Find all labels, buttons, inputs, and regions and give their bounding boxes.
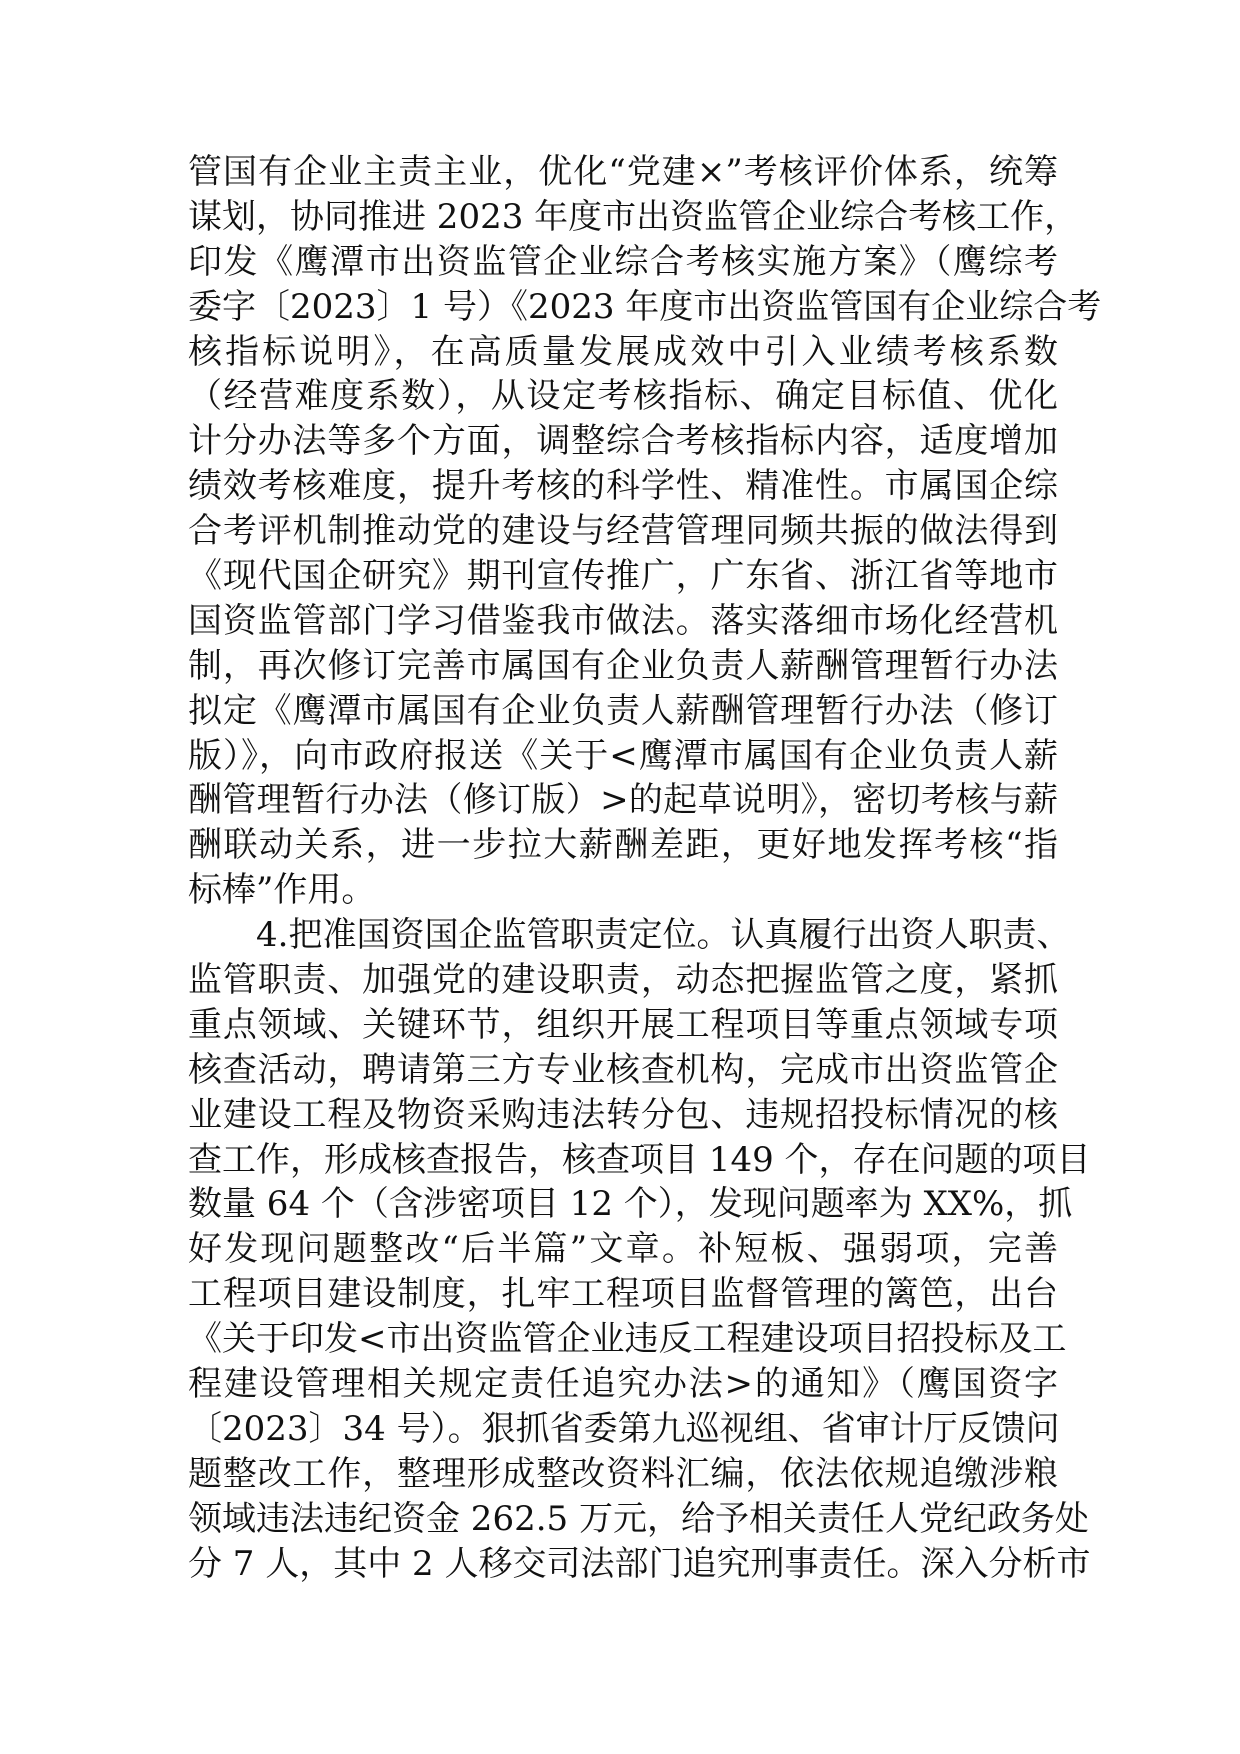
- paragraph-2-line-15: 分 7 人，其中 2 人移交司法部门追究刑事责任。深入分析市: [188, 1543, 1091, 1584]
- paragraph-1-line-17: 标棒”作用。: [188, 870, 376, 911]
- paragraph-1-line-10: 《现代国企研究》期刊宣传推广，广东省、浙江省等地市: [188, 556, 1058, 597]
- paragraph-1-line-4: 委字〔2023〕1 号）《2023 年度市出资监管国有企业综合考: [188, 286, 1102, 327]
- paragraph-2-line-12: 〔2023〕34 号）。狠抓省委第九巡视组、省审计厅反馈问: [188, 1408, 1060, 1449]
- paragraph-2-line-1: 4.把准国资国企监管职责定位。认真履行出资人职责、: [256, 915, 1071, 956]
- paragraph-1-line-16: 酬联动关系，进一步拉大薪酬差距，更好地发挥考核“指: [188, 825, 1058, 866]
- paragraph-2-line-2: 监管职责、加强党的建设职责，动态把握监管之度，紧抓: [188, 960, 1058, 1001]
- paragraph-1-line-13: 拟定《鹰潭市属国有企业负责人薪酬管理暂行办法（修订: [188, 690, 1058, 731]
- paragraph-1-line-11: 国资监管部门学习借鉴我市做法。落实落细市场化经营机: [188, 600, 1058, 641]
- body-text: [188, 150, 1102, 1587]
- paragraph-2-line-9: 工程项目建设制度，扎牢工程项目监督管理的篱笆，出台: [188, 1274, 1058, 1315]
- paragraph-1-line-9: 合考评机制推动党的建设与经营管理同频共振的做法得到: [188, 511, 1058, 552]
- paragraph-2-line-13: 题整改工作，整理形成整改资料汇编，依法依规追缴涉粮: [188, 1453, 1058, 1494]
- paragraph-1-line-3: 印发《鹰潭市出资监管企业综合考核实施方案》（鹰综考: [188, 241, 1058, 282]
- paragraph-2-line-7: 数量 64 个（含涉密项目 12 个），发现问题率为 XX%，抓: [188, 1184, 1073, 1225]
- paragraph-1-line-7: 计分办法等多个方面，调整综合考核指标内容，适度增加: [188, 421, 1058, 462]
- paragraph-2-line-6: 查工作，形成核查报告，核查项目 149 个，存在问题的项目: [188, 1139, 1091, 1180]
- paragraph-1-line-1: 管国有企业主责主业，优化“党建×”考核评价体系，统筹: [188, 152, 1058, 192]
- paragraph-1-line-12: 制，再次修订完善市属国有企业负责人薪酬管理暂行办法: [188, 645, 1058, 686]
- paragraph-1-line-8: 绩效考核难度，提升考核的科学性、精准性。市属国企综: [188, 466, 1058, 507]
- paragraph-1-line-6: （经营难度系数），从设定考核指标、确定目标值、优化: [188, 376, 1058, 417]
- paragraph-2-line-14: 领域违法违纪资金 262.5 万元，给予相关责任人党纪政务处: [188, 1498, 1089, 1539]
- paragraph-1-line-5: 核指标说明》，在高质量发展成效中引入业绩考核系数: [188, 331, 1058, 372]
- paragraph-1-line-2: 谋划，协同推进 2023 年度市出资监管企业综合考核工作，: [188, 196, 1079, 237]
- paragraph-2-line-5: 业建设工程及物资采购违法转分包、违规招投标情况的核: [188, 1094, 1058, 1135]
- paragraph-2-line-10: 《关于印发<市出资监管企业违反工程建设项目招投标及工: [188, 1319, 1067, 1360]
- paragraph-1-line-15: 酬管理暂行办法（修订版）>的起草说明》，密切考核与薪: [188, 780, 1058, 821]
- paragraph-2-line-11: 程建设管理相关规定责任追究办法>的通知》（鹰国资字: [188, 1364, 1058, 1405]
- paragraph-2-line-4: 核查活动，聘请第三方专业核查机构，完成市出资监管企: [188, 1049, 1058, 1090]
- paragraph-1-line-14: 版）》，向市政府报送《关于<鹰潭市属国有企业负责人薪: [188, 735, 1058, 776]
- paragraph-2-line-3: 重点领域、关键环节，组织开展工程项目等重点领域专项: [188, 1004, 1058, 1045]
- paragraph-2-line-8: 好发现问题整改“后半篇”文章。补短板、强弱项，完善: [188, 1229, 1058, 1270]
